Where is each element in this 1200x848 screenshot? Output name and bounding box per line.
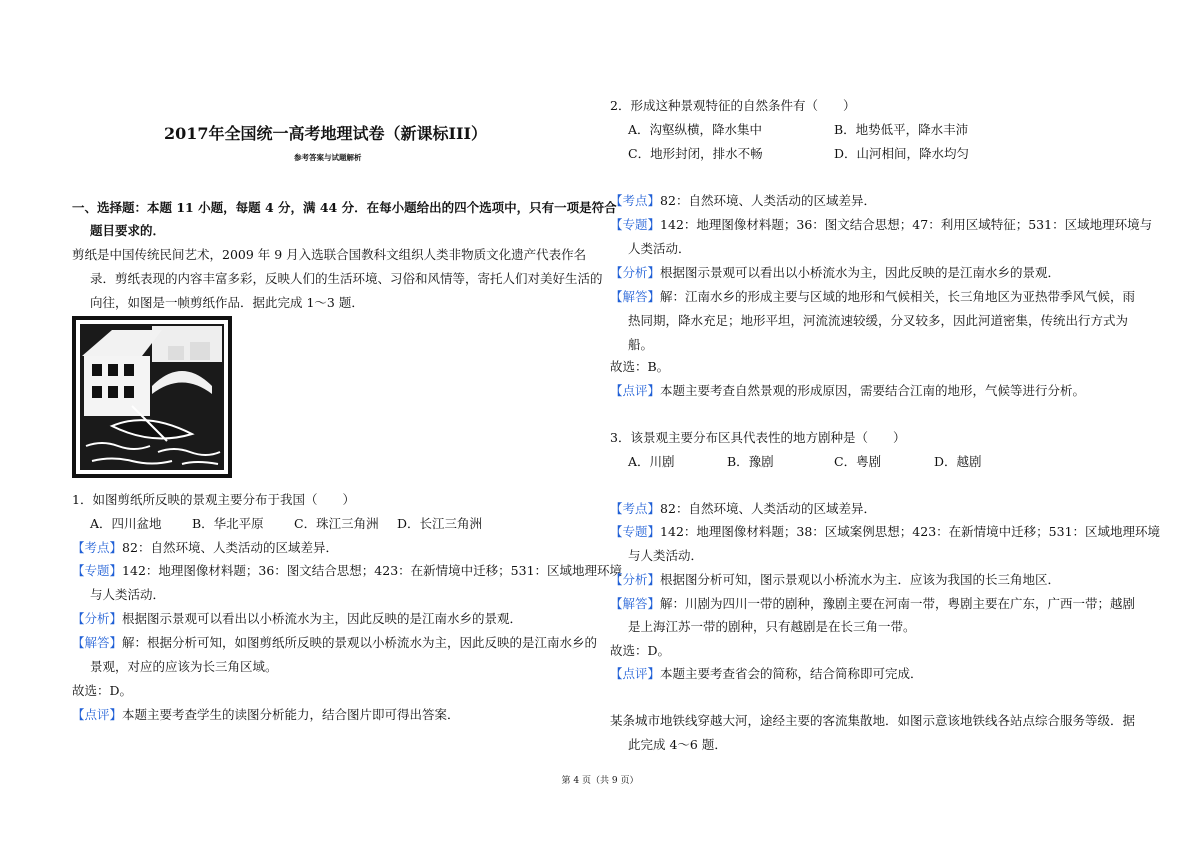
q2-jieda-text: 解：江南水乡的形成主要与区域的地形和气候相关，长三角地区为亚热带季风气候，雨 [660, 289, 1136, 304]
q2-answer: 故选：B。 [610, 359, 670, 374]
q1-jieda [72, 633, 597, 651]
q3-fenxi-text: 根据图分析可知，图示景观以小桥流水为主．应该为我国的长三角地区． [660, 572, 1061, 587]
q1-answer: 故选：D。 [72, 683, 133, 698]
q1-kaodian [72, 538, 338, 556]
q3-kaodian [610, 499, 876, 517]
q3-answer: 故选：D。 [610, 643, 671, 658]
q3-jieda-text: 解：川剧为四川一带的剧种，豫剧主要在河南一带，粤剧主要在广东，广西一带；越剧 [660, 596, 1136, 611]
q1-zhuanti [72, 561, 622, 579]
q3-zhuanti-tag: 【 专题 】 [610, 524, 660, 539]
q2-jieda [610, 287, 1135, 305]
q2-dianping-tag: 【 点评 】 [610, 383, 660, 398]
q1-zhuanti-tag: 【 专题 】 [72, 563, 122, 578]
q3-stem: 3．该景观主要分布区具代表性的地方剧种是（ ） [610, 430, 906, 445]
page-title: 2017年全国统一高考地理试卷（新课标III） [164, 124, 487, 143]
q3-option-d: D．越剧 [934, 454, 982, 469]
q4-intro-line1: 某条城市地铁线穿越大河，途经主要的客流集散地．如图示意该地铁线各站点综合服务等级．据 [610, 713, 1136, 728]
q2-option-b: B．地势低平，降水丰沛 [834, 122, 969, 137]
q1-zhuanti-line2: 与人类活动． [90, 587, 166, 602]
q2-zhuanti-tag: 【 专题 】 [610, 217, 660, 232]
q2-kaodian-text: 82：自然环境、人类活动的区域差异． [660, 193, 876, 208]
q3-zhuanti [610, 522, 1160, 540]
q4-intro-line2: 此完成 4～6 题． [628, 737, 727, 752]
papercut-illustration [72, 316, 232, 478]
q2-zhuanti [610, 215, 1152, 233]
q2-fenxi [610, 263, 1060, 281]
q2-kaodian-tag: 【 考点 】 [610, 193, 660, 208]
q3-fenxi-tag: 【 分析 】 [610, 572, 660, 587]
q3-zhuanti-text: 142：地理图像材料题；38：区域案例思想；423：在新情境中迁移；531：区域地理环境 [660, 524, 1161, 539]
q2-kaodian [610, 191, 876, 209]
q2-dianping-text: 本题主要考查自然景观的形成原因，需要结合江南的地形，气候等进行分析。 [660, 383, 1086, 398]
q1-dianping-tag: 【 点评 】 [72, 707, 122, 722]
q3-fenxi [610, 570, 1060, 588]
q3-dianping [610, 664, 923, 682]
q2-option-c: C．地形封闭，排水不畅 [628, 146, 763, 161]
q2-jieda-tag: 【 解答 】 [610, 289, 660, 304]
q2-dianping [610, 381, 1085, 399]
page-subtitle: 参考答案与试题解析 [294, 153, 362, 162]
q1-stem: 1．如图剪纸所反映的景观主要分布于我国（ ） [72, 492, 355, 507]
q1-dianping-text: 本题主要考查学生的读图分析能力，结合图片即可得出答案． [122, 707, 460, 722]
q2-zhuanti-line2: 人类活动． [628, 241, 691, 256]
q2-zhuanti-text: 142：地理图像材料题；36：图文结合思想；47：利用区域特征；531：区域地理环境与 [660, 217, 1153, 232]
q3-jieda [610, 594, 1135, 612]
intro-line1: 剪纸是中国传统民间艺术，2009 年 9 月入选联合国教科文组织人类非物质文化遗产代表作名 [72, 247, 587, 262]
q3-zhuanti-line2: 与人类活动． [628, 548, 704, 563]
q3-option-a: A．川剧 [628, 454, 675, 469]
q1-option-d: D．长江三角洲 [397, 516, 483, 531]
q1-zhuanti-text: 142：地理图像材料题；36：图文结合思想；423：在新情境中迁移；531：区域地理环境 [122, 563, 623, 578]
q1-fenxi-tag: 【 分析 】 [72, 611, 122, 626]
section-heading-line2: 题目要求的． [90, 223, 166, 238]
q2-option-d: D．山河相间，降水均匀 [834, 146, 970, 161]
q1-jieda-line2: 景观，对应的应该为长三角区域。 [90, 659, 278, 674]
section-heading-line1: 一、选择题：本题 11 小题，每题 4 分，满 44 分．在每小题给出的四个选项中，只有一项是符合 [72, 200, 617, 215]
q1-dianping [72, 705, 460, 723]
page-footer: 第 4 页（共 9 页） [561, 776, 639, 786]
q2-jieda-line2: 热同期，降水充足；地形平坦，河流流速较缓，分叉较多，因此河道密集，传统出行方式为 [628, 313, 1129, 328]
q1-option-c: C．珠江三角洲 [294, 516, 379, 531]
intro-line3: 向往，如图是一帧剪纸作品．据此完成 1～3 题． [90, 295, 364, 310]
q1-jieda-tag: 【 解答 】 [72, 635, 122, 650]
papercut-image [72, 316, 232, 478]
q3-jieda-tag: 【 解答 】 [610, 596, 660, 611]
q2-fenxi-tag: 【 分析 】 [610, 265, 660, 280]
q1-fenxi [72, 609, 522, 627]
q3-jieda-line2: 是上海江苏一带的剧种，只有越剧是在长三角一带。 [628, 619, 916, 634]
q2-stem: 2．形成这种景观特征的自然条件有（ ） [610, 98, 856, 113]
q1-kaodian-tag: 【 考点 】 [72, 540, 122, 555]
q1-option-b: B．华北平原 [192, 516, 264, 531]
q1-option-a: A．四川盆地 [90, 516, 162, 531]
q2-option-a: A．沟壑纵横，降水集中 [628, 122, 763, 137]
q3-kaodian-tag: 【 考点 】 [610, 501, 660, 516]
q1-fenxi-text: 根据图示景观可以看出以小桥流水为主，因此反映的是江南水乡的景观． [122, 611, 523, 626]
intro-line2: 录．剪纸表现的内容丰富多彩，反映人们的生活环境、习俗和风情等，寄托人们对美好生活的 [90, 271, 603, 286]
q1-jieda-text: 解：根据分析可知，如图剪纸所反映的景观以小桥流水为主，因此反映的是江南水乡的 [122, 635, 598, 650]
q2-jieda-line3: 船。 [628, 337, 654, 352]
q3-dianping-text: 本题主要考查省会的简称，结合简称即可完成． [660, 666, 923, 681]
q1-kaodian-text: 82：自然环境、人类活动的区域差异． [122, 540, 338, 555]
q3-option-b: B．豫剧 [727, 454, 774, 469]
q3-dianping-tag: 【 点评 】 [610, 666, 660, 681]
q2-fenxi-text: 根据图示景观可以看出以小桥流水为主，因此反映的是江南水乡的景观． [660, 265, 1061, 280]
q3-option-c: C．粤剧 [834, 454, 882, 469]
q3-kaodian-text: 82：自然环境、人类活动的区域差异． [660, 501, 876, 516]
